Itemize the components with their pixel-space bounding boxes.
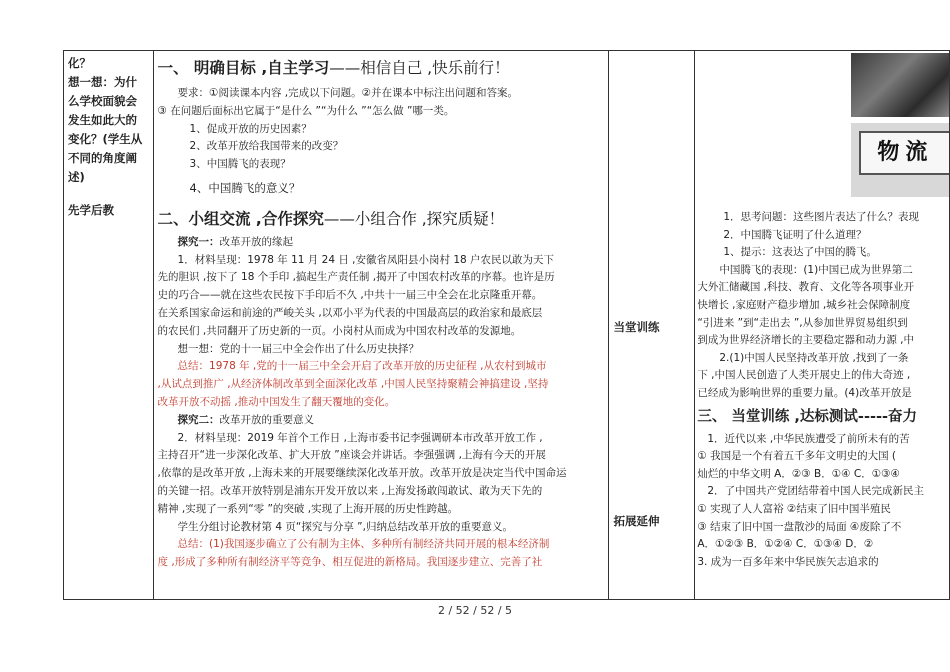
left-line: 么学校面貌会 xyxy=(68,94,137,108)
exercise-line: 灿烂的中华文明 A．②③ B．①④ C．①③④ xyxy=(697,467,900,480)
right-line: 下 ,中国人民创造了人类开展史上的伟大奇迹 , xyxy=(697,369,911,382)
exercise-line: ① 实现了人人富裕 ②结束了旧中国半殖民 xyxy=(697,502,891,515)
activity-label-cell xyxy=(609,51,695,600)
right-line: 1、提示：这表达了中国的腾飞。 xyxy=(723,246,878,259)
section1-title xyxy=(158,57,606,79)
right-line: 已经成为影响世界的重要力量。(4)改革开放是 xyxy=(697,386,912,399)
explore1-title: 改革开放的缘起 xyxy=(219,235,294,248)
material2-line: ,依靠的是改革开放 ,上海未来的开展要继续深化改革开放。改革开放是决定当代中国命运 xyxy=(157,467,567,480)
exercise-line: 1．近代以来 ,中华民族遭受了前所未有的苦 xyxy=(707,432,910,445)
summary2-line: 度 ,形成了多种所有制经济平等竞争、相互促进的新格局。我国逐步建立、完善了社 xyxy=(157,556,543,569)
left-line: 变化？(学生从 xyxy=(68,132,143,146)
section1-title-bold: 一、 明确目标 ,自主学习 xyxy=(157,59,330,77)
material1-line: 的农民们 ,共同翻开了历史新的一页。小岗村从而成为中国农村改革的发源地。 xyxy=(157,324,522,337)
page-number: 2 / 52 / 52 / 5 xyxy=(437,604,513,617)
exercise-line: ① 我国是一个有着五千多年文明史的大国 ( xyxy=(697,450,897,463)
section2-title-bold: 二、小组交流 ,合作探究 xyxy=(157,209,324,228)
explore1-label: 探究一： xyxy=(177,235,220,248)
question-item: 3、中国腾飞的表现？ xyxy=(189,158,291,171)
class-training-label: 当堂训练 xyxy=(613,320,660,334)
main-content-cell xyxy=(153,51,609,600)
teaching-method: 先学后教 xyxy=(68,203,114,217)
summary2-line: 总结：(1)我国逐步确立了公有制为主体、多种所有制经济共同开展的根本经济制 xyxy=(177,538,550,551)
photo-logistics-sign xyxy=(851,123,949,197)
material1-line: 先的胆识 ,按下了 18 个手印 ,搞起生产责任制 ,揭开了中国农村改革的序幕。也许是历 xyxy=(157,271,555,284)
summary1-line: 改革开放不动摇 ,推动中国发生了翻天覆地的变化。 xyxy=(157,395,396,408)
material1-line: 史的巧合——就在这些农民按下手印后不久 ,中共十一届三中全会在北京隆重开幕。 xyxy=(157,289,543,302)
right-line: “引进来 ”到“走出去 ”,从参加世界贸易组织到 xyxy=(697,316,908,329)
right-line: 中国腾飞的表现：(1)中国已成为世界第二 xyxy=(719,263,913,276)
right-line: 大外汇储藏国 ,科技、教育、文化等各项事业开 xyxy=(697,281,915,294)
question-item: 2、改革开放给我国带来的改变？ xyxy=(189,140,344,153)
requirement-line: 要求：①阅读课本内容 ,完成以下问题。②并在课本中标注出问题和答案。 xyxy=(177,87,519,99)
logistics-sign: 物流 xyxy=(859,131,949,175)
right-line: 2.(1)中国人民坚持改革开放 ,找到了一条 xyxy=(719,351,909,364)
think1: 想一想：党的十一届三中全会作出了什么历史抉择？ xyxy=(177,342,420,355)
right-line: 到成为世界经济增长的主要稳定器和动力源 ,中 xyxy=(697,334,915,347)
section2-title-rest: ——小组合作 ,探究质疑！ xyxy=(323,209,505,228)
material1-line: 1．材料呈现：1978 年 11 月 24 日 ,安徽省凤阳县小岗村 18 户农民以敢为天下 xyxy=(177,253,555,266)
material2-line: 主持召开“进一步深化改革、扩大开放 ”座谈会并讲话。李强强调 ,上海有今天的开展 xyxy=(157,449,546,462)
left-column-cell xyxy=(64,51,154,600)
material2-line: 精神 ,实现了一系列“零 ”的突破 ,实现了上海开展的历史性跨越。 xyxy=(157,502,459,515)
right-content-cell xyxy=(695,51,950,600)
right-line: 快增长 ,家庭财产稳步增加 ,城乡社会保障制度 xyxy=(697,298,911,311)
left-line: 发生如此大的 xyxy=(68,113,137,127)
explore2-title: 改革开放的重要意义 xyxy=(219,413,315,426)
exercise-line: 2．了中国共产党团结带着中国人民完成新民主 xyxy=(707,485,925,498)
right-line: 2．中国腾飞证明了什么道理？ xyxy=(723,228,867,241)
left-line: 述) xyxy=(68,170,85,184)
material2-line: 2．材料呈现：2019 年首个工作日 ,上海市委书记李强调研本市改革开放工作 , xyxy=(177,431,543,444)
explore1-heading xyxy=(158,234,606,252)
photo-factory xyxy=(851,53,949,117)
left-line: 化？ xyxy=(68,56,91,70)
requirement-line: ③ 在问题后面标出它属于“是什么 ”“为什么 ”“怎么做 ”哪一类。 xyxy=(157,104,455,117)
exercise-line: ③ 结束了旧中国一盘散沙的局面 ④废除了不 xyxy=(697,520,902,533)
left-line: 想一想：为什 xyxy=(68,75,137,89)
explore2-heading xyxy=(158,412,606,430)
section1-title-rest: ——相信自己 ,快乐前行！ xyxy=(329,59,510,77)
material2-line: 的关键一招。改革开放特别是浦东开发开放以来 ,上海发扬敢闯敢试、敢为天下先的 xyxy=(157,484,543,497)
material1-line: 在关系国家命运和前途的严峻关头 ,以邓小平为代表的中国最高层的政治家和最底层 xyxy=(157,306,543,319)
summary1-line: 总结：1978 年 ,党的十一届三中全会开启了改革开放的历史征程 ,从农村到城市 xyxy=(177,360,547,373)
extension-label: 拓展延伸 xyxy=(613,514,660,528)
exercise-line: A．①②③ B．①②④ C．①③④ D．② xyxy=(697,538,874,551)
question-item: 1、促成开放的历史因素？ xyxy=(189,122,312,135)
exercise-line: 3. 成为一百多年来中华民族矢志追求的 xyxy=(697,555,879,568)
discuss2: 学生分组讨论教材第 4 页“探究与分享 ”,归纳总结改革开放的重要意义。 xyxy=(177,520,513,533)
left-line: 不同的角度阐 xyxy=(68,151,137,165)
question-item: 4、中国腾飞的意义？ xyxy=(189,180,301,195)
section3-title: 三、 当堂训练 ,达标测试-----奋力 xyxy=(697,408,918,425)
explore2-label: 探究二： xyxy=(177,413,220,426)
summary1-line: ,从试点到推广 ,从经济体制改革到全面深化改革 ,中国人民坚持聚精会神搞建设 ,坚持 xyxy=(157,378,549,391)
section2-title xyxy=(158,208,606,230)
lesson-plan-table xyxy=(63,50,950,600)
right-line: 1．思考问题：这些图片表达了什么？表现 xyxy=(723,211,920,223)
